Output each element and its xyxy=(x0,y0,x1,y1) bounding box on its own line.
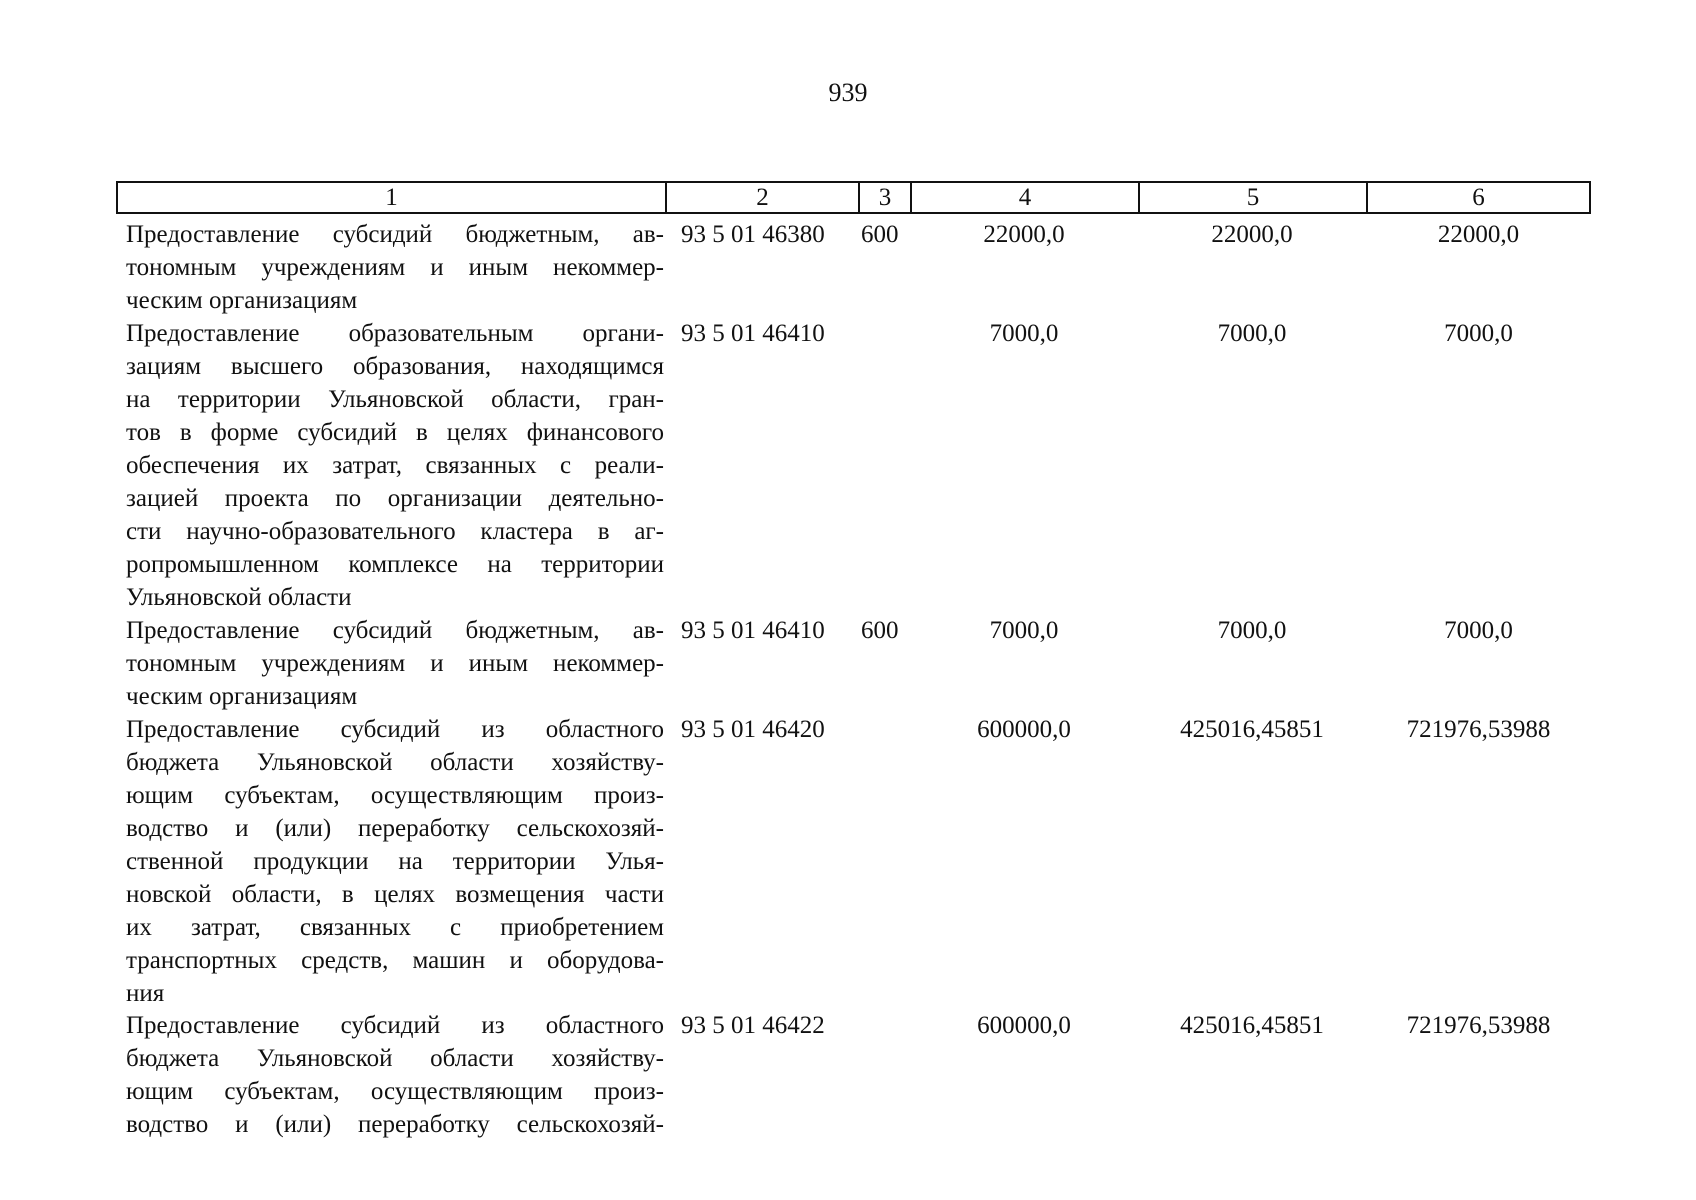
row-value-col4: 600000,0 xyxy=(977,1012,1071,1039)
row-value-col4: 7000,0 xyxy=(989,320,1059,347)
row-value-col5: 7000,0 xyxy=(1217,617,1287,644)
description-line: новской области, в целях возмещения части xyxy=(126,881,664,908)
row-value-col6: 7000,0 xyxy=(1444,617,1513,644)
row-description xyxy=(126,218,664,317)
header-col-1: 1 xyxy=(118,183,667,212)
description-line: ющим субъектам, осуществляющим произ- xyxy=(126,782,664,809)
table-header-row xyxy=(116,181,1591,214)
row-code: 93 5 01 46410 xyxy=(681,320,825,347)
description-line: зациям высшего образования, находящимся xyxy=(126,353,664,380)
description-line: их затрат, связанных с приобретением xyxy=(126,914,664,941)
row-value-col4: 7000,0 xyxy=(989,617,1059,644)
row-code: 93 5 01 46410 xyxy=(681,617,825,644)
description-line: ния xyxy=(126,980,165,1007)
description-line: Предоставление образовательным органи- xyxy=(126,320,664,347)
row-value-col6: 721976,53988 xyxy=(1406,1012,1551,1039)
description-line: обеспечения их затрат, связанных с реали- xyxy=(126,452,664,479)
row-code: 93 5 01 46420 xyxy=(681,716,825,743)
description-line: на территории Ульяновской области, гран- xyxy=(126,386,664,413)
description-line: Предоставление субсидий бюджетным, ав- xyxy=(126,221,664,248)
description-line: Предоставление субсидий из областного xyxy=(126,716,664,743)
header-col-2: 2 xyxy=(667,183,860,212)
row-value-col4: 600000,0 xyxy=(977,716,1071,743)
description-line: Предоставление субсидий бюджетным, ав- xyxy=(126,617,664,644)
row-description xyxy=(126,317,664,614)
row-expense-type: 600 xyxy=(861,617,899,644)
header-col-5: 5 xyxy=(1140,183,1368,212)
header-col-6: 6 xyxy=(1472,184,1485,211)
row-value-col6: 721976,53988 xyxy=(1406,716,1551,743)
row-code: 93 5 01 46422 xyxy=(681,1012,825,1039)
header-col-3: 3 xyxy=(860,183,912,212)
row-value-col5: 7000,0 xyxy=(1217,320,1287,347)
description-line: ческим организациям xyxy=(126,683,358,710)
row-description xyxy=(126,614,664,713)
page-number: 939 xyxy=(828,78,868,107)
row-value-col6: 7000,0 xyxy=(1444,320,1513,347)
description-line: водство и (или) переработку сельскохозяй- xyxy=(126,815,664,842)
row-value-col4: 22000,0 xyxy=(983,221,1065,248)
description-line: ющим субъектам, осуществляющим произ- xyxy=(126,1078,664,1105)
description-line: тономным учреждениям и иным некоммер- xyxy=(126,650,664,677)
description-line: тономным учреждениям и иным некоммер- xyxy=(126,254,664,281)
header-col-4: 4 xyxy=(912,183,1140,212)
row-description xyxy=(126,713,664,1010)
description-line: ческим организациям xyxy=(126,287,358,314)
row-value-col5: 425016,45851 xyxy=(1180,1012,1324,1039)
description-line: ропромышленном комплексе на территории xyxy=(126,551,664,578)
description-line: тов в форме субсидий в целях финансового xyxy=(126,419,664,446)
description-line: зацией проекта по организации деятельно- xyxy=(126,485,664,512)
description-line: сти научно-образовательного кластера в аг- xyxy=(126,518,664,545)
description-line: водство и (или) переработку сельскохозяй- xyxy=(126,1111,664,1138)
row-description xyxy=(126,1009,664,1141)
description-line: транспортных средств, машин и оборудова- xyxy=(126,947,664,974)
description-line: бюджета Ульяновской области хозяйству- xyxy=(126,749,664,776)
row-value-col5: 425016,45851 xyxy=(1180,716,1324,743)
row-value-col6: 22000,0 xyxy=(1437,221,1520,248)
row-value-col5: 22000,0 xyxy=(1211,221,1293,248)
description-line: бюджета Ульяновской области хозяйству- xyxy=(126,1045,664,1072)
row-code: 93 5 01 46380 xyxy=(681,221,825,248)
description-line: Предоставление субсидий из областного xyxy=(126,1012,664,1039)
description-line: ственной продукции на территории Улья- xyxy=(126,848,664,875)
description-line: Ульяновской области xyxy=(126,584,352,611)
row-expense-type: 600 xyxy=(861,221,899,248)
